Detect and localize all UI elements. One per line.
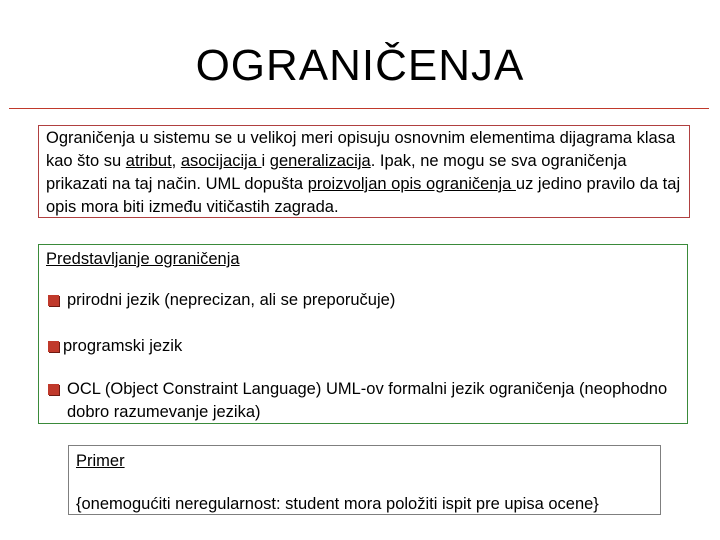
list-item-text: programski jezik [63,337,183,355]
intro-text-2: , [171,152,181,170]
representation-box [38,244,688,424]
page-title: OGRANIČENJA [195,41,525,90]
example-box [68,445,661,515]
list-item [48,289,679,312]
term-atribut: atribut [125,152,172,170]
intro-box [38,125,690,218]
square-bullet-icon [48,384,59,395]
list-item [48,335,679,358]
list-item-text: OCL (Object Constraint Language) UML-ov formalni jezik ograničenja (neophodno dobro razumevanje jezika) [67,380,668,421]
example-heading: Primer [76,452,125,470]
title-divider [9,108,709,109]
intro-text-5: uz jedino pravilo da taj opis mora biti između vitičastih zagrada. [46,175,681,216]
intro-text-3: i [261,152,270,170]
square-bullet-icon [48,341,59,352]
intro-text-4: . Ipak, ne mogu se sva ograničenja prikazati na taj način. UML dopušta [46,152,627,193]
term-asocijacija: asocijacija [180,152,262,170]
term-generalizacija: generalizacija [269,152,371,170]
square-bullet-icon [48,295,59,306]
list-item [48,378,679,424]
representation-heading: Predstavljanje ograničenja [46,250,240,268]
intro-text-1: Ograničenja u sistemu se u velikoj meri opisuju osnovnim elementima dijagrama klasa kao što su [46,129,676,170]
term-proizvoljan-opis: proizvoljan opis ograničenja [307,175,516,193]
example-constraint: {onemogućiti neregularnost: student mora položiti ispit pre upisa ocene} [76,495,599,513]
list-item-text: prirodni jezik (neprecizan, ali se preporučuje) [67,291,396,309]
